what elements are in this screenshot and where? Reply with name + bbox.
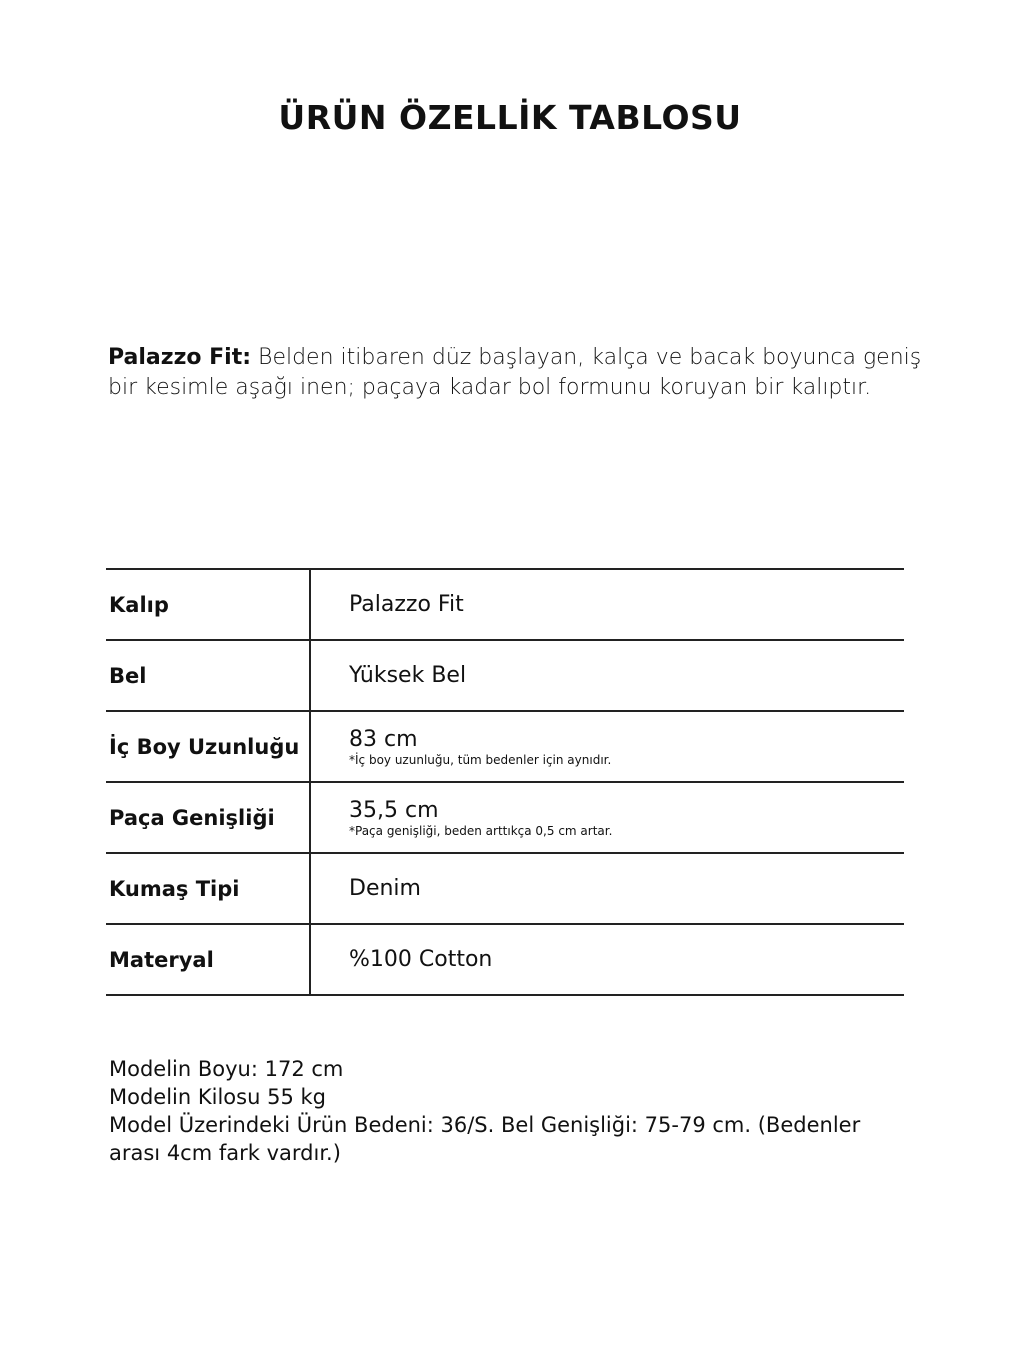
spec-label: Materyal <box>106 925 311 994</box>
spec-value-cell <box>311 570 904 639</box>
spec-note: *Paça genişliği, beden arttıkça 0,5 cm artar. <box>349 823 613 838</box>
spec-value: Yüksek Bel <box>349 663 467 688</box>
spec-value: %100 Cotton <box>349 947 493 972</box>
spec-value-cell <box>311 712 904 781</box>
spec-value-cell <box>311 925 904 994</box>
spec-note: *İç boy uzunluğu, tüm bedenler için aynıdır. <box>349 752 612 767</box>
model-info <box>109 1055 909 1167</box>
table-row <box>106 641 904 712</box>
spec-value: Palazzo Fit <box>349 592 464 617</box>
fit-description <box>108 343 928 403</box>
spec-label: İç Boy Uzunluğu <box>106 712 311 781</box>
spec-value: Denim <box>349 876 421 901</box>
spec-value-cell <box>311 641 904 710</box>
fit-description-text: Belden itibaren düz başlayan, kalça ve bacak boyunca geniş bir kesimle aşağı inen; paçaya kadar bol formunu koruyan bir kalıptır. <box>108 345 922 400</box>
table-row <box>106 712 904 783</box>
spec-value: 35,5 cm <box>349 797 439 823</box>
fit-description-label: Palazzo Fit: <box>108 345 252 370</box>
spec-label: Paça Genişliği <box>106 783 311 852</box>
table-row <box>106 783 904 854</box>
table-row <box>106 570 904 641</box>
table-row <box>106 925 904 996</box>
model-size: Model Üzerindeki Ürün Bedeni: 36/S. Bel Genişliği: 75-79 cm. (Bedenler arası 4cm fark vardır.) <box>109 1113 861 1165</box>
model-height: Modelin Boyu: 172 cm <box>109 1057 344 1081</box>
spec-label: Bel <box>106 641 311 710</box>
model-weight: Modelin Kilosu 55 kg <box>109 1085 326 1109</box>
spec-value-cell <box>311 783 904 852</box>
spec-label: Kumaş Tipi <box>106 854 311 923</box>
page-title: ÜRÜN ÖZELLİK TABLOSU <box>278 98 742 137</box>
spec-value: 83 cm <box>349 726 418 752</box>
spec-label: Kalıp <box>106 570 311 639</box>
spec-table <box>106 568 904 996</box>
spec-value-cell <box>311 854 904 923</box>
table-row <box>106 854 904 925</box>
